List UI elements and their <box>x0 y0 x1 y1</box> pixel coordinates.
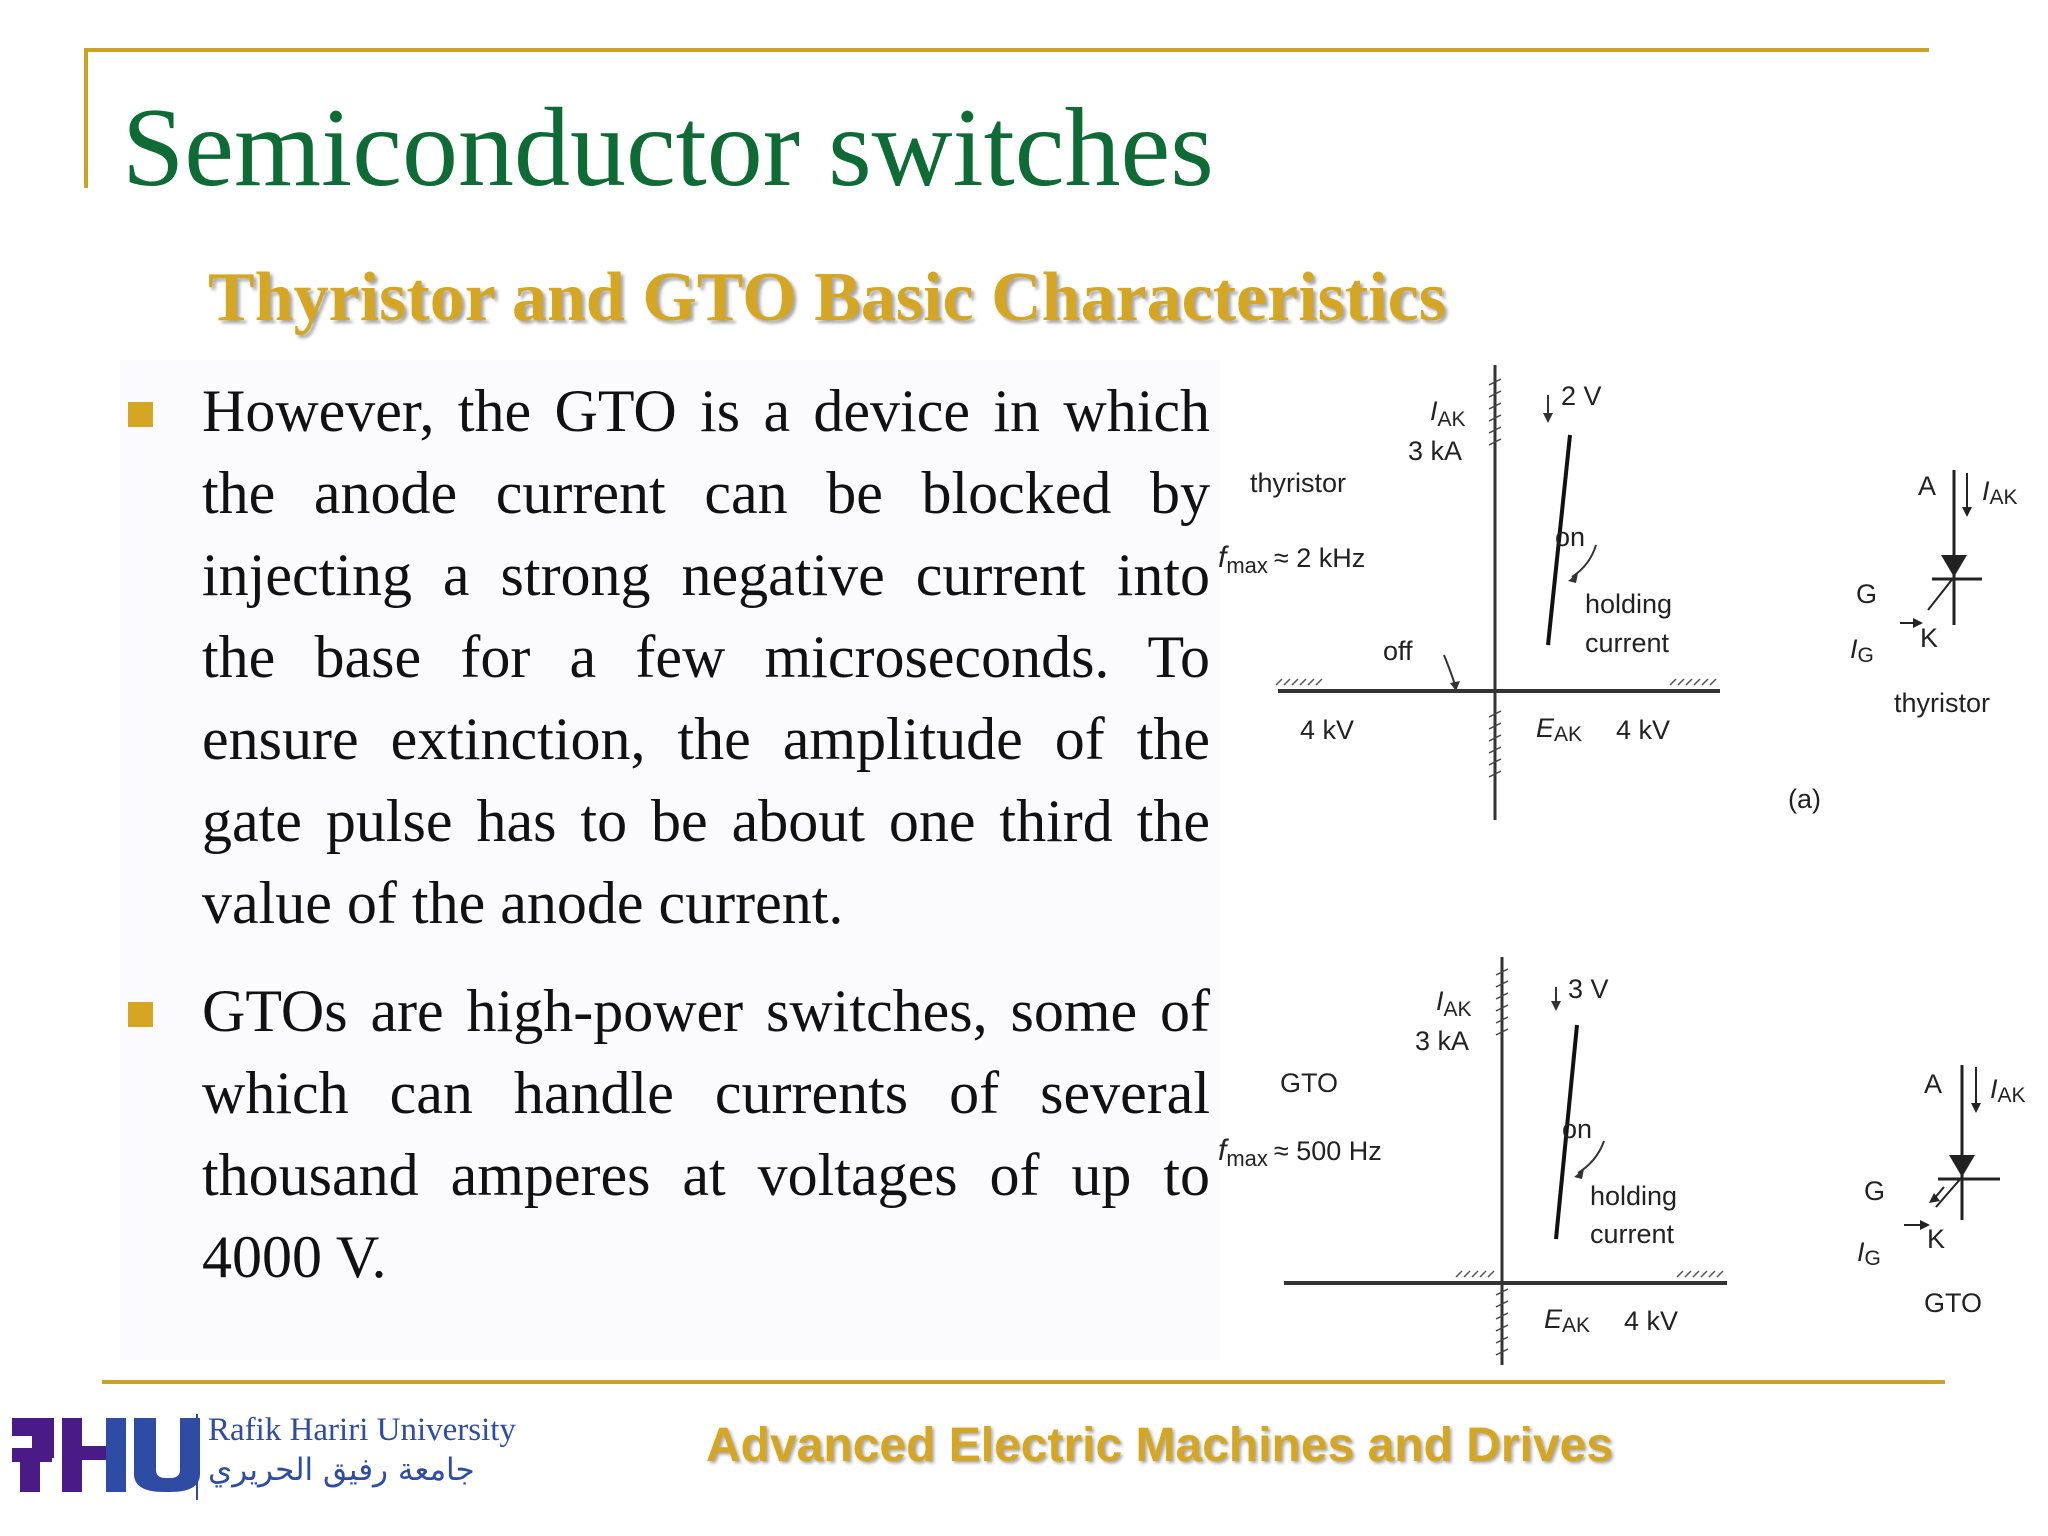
gate-label: G <box>1864 1176 1886 1206</box>
rhu-logo <box>10 1412 200 1497</box>
gate-current-label: IG <box>1850 634 1874 667</box>
anode-label: A <box>1918 471 1937 501</box>
symbol-caption: thyristor <box>1894 688 1991 718</box>
characteristics-diagram <box>1200 355 2040 1365</box>
anode-current-label: IAK <box>1990 1074 2026 1107</box>
title-frame-left-rule <box>84 48 88 188</box>
voltage-hatch <box>1456 1271 1723 1277</box>
slide-title: Semiconductor switches <box>122 86 1214 210</box>
university-name-english: Rafik Hariri University <box>208 1412 516 1448</box>
slide-subtitle: Thyristor and GTO Basic Characteristics <box>208 259 1446 336</box>
voltage-drop-label: 3 V <box>1568 974 1609 1004</box>
bullet-text: GTOs are high-power switches, some of which can handle currents of several thousand amperes at voltages of up to 4000 V. <box>202 978 1210 1290</box>
holding-current-label-line2: current <box>1590 1219 1675 1249</box>
thyristor-symbol <box>1850 470 2018 718</box>
device-label: thyristor <box>1250 468 1347 498</box>
current-max-label: 3 kA <box>1408 436 1463 466</box>
negative-voltage-label: 4 kV <box>1300 715 1355 745</box>
gate-label: G <box>1856 579 1878 609</box>
off-label: off <box>1383 636 1413 666</box>
voltage-axis-label: EAK <box>1544 1304 1591 1337</box>
fmax-label: $f_{max} \approx 500$ Hz <box>1218 1134 1382 1171</box>
current-max-label: 3 kA <box>1415 1026 1470 1056</box>
current-axis-label: $I_{AK}$ <box>1430 396 1466 431</box>
square-bullet-icon <box>128 402 153 427</box>
symbol-caption: GTO <box>1924 1288 1983 1318</box>
course-title: Advanced Electric Machines and Drives <box>706 1419 1614 1472</box>
rhu-logo-mark <box>10 1412 200 1497</box>
square-bullet-icon <box>128 1002 153 1027</box>
positive-voltage-label: 4 kV <box>1616 715 1671 745</box>
current-axis-label: $I_{AK}$ <box>1436 986 1472 1021</box>
fmax-label: $f_{max} \approx 2$ kHz <box>1218 541 1366 578</box>
gate-current-label: IG <box>1857 1237 1881 1270</box>
holding-current-label-line2: current <box>1585 628 1670 658</box>
bullet-item-gto-turnoff <box>120 370 1210 944</box>
thyristor-characteristic-graph <box>1218 365 1821 820</box>
university-name-arabic: جامعة رفيق الحريري <box>208 1452 475 1488</box>
gto-symbol <box>1857 1065 2026 1318</box>
bullet-list <box>120 370 1210 1324</box>
holding-current-label-line1: holding <box>1590 1181 1678 1211</box>
bullet-text: However, the GTO is a device in which the anode current can be blocked by injecting a strong negative current into the base for a few microseconds. To ensure extinction, the amplitude of the gate pulse has to be about one third the value of the anode current. <box>202 378 1210 936</box>
voltage-drop-label: 2 V <box>1561 381 1602 411</box>
logo-divider <box>196 1414 198 1500</box>
anode-current-label: IAK <box>1982 476 2018 509</box>
cathode-label: K <box>1927 1224 1946 1254</box>
bullet-item-gto-ratings <box>120 970 1210 1298</box>
positive-voltage-label: 4 kV <box>1624 1306 1679 1336</box>
footer-rule <box>102 1380 1945 1384</box>
anode-label: A <box>1924 1069 1943 1099</box>
on-label: on <box>1562 1114 1593 1144</box>
voltage-axis-label: EAK <box>1536 713 1583 746</box>
on-label: on <box>1555 522 1586 552</box>
holding-current-label-line1: holding <box>1585 589 1673 619</box>
gto-characteristic-graph <box>1218 957 1727 1365</box>
title-frame-top-rule <box>84 48 1929 52</box>
panel-label: (a) <box>1788 784 1821 814</box>
thyristor-gto-characteristics-figure <box>1200 355 2040 1365</box>
cathode-label: K <box>1920 623 1939 653</box>
device-label: GTO <box>1280 1068 1339 1098</box>
